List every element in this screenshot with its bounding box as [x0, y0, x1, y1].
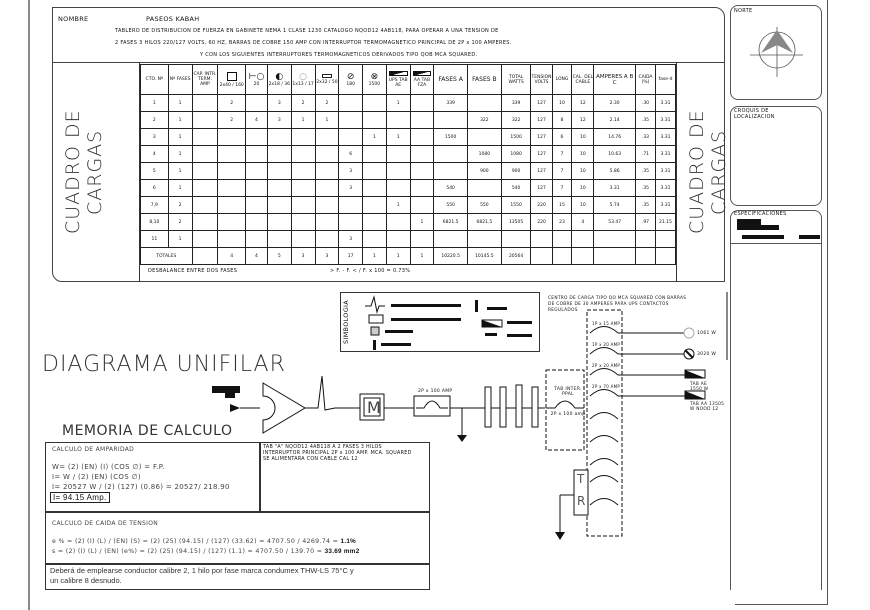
frame-left-border [28, 0, 30, 610]
switch-symbol-icon [475, 300, 478, 312]
rect-lamp-icon [322, 74, 332, 78]
col-header: fase-d [655, 65, 675, 95]
branch-breaker-2: 1P x 20 AMP [592, 342, 621, 347]
col-header: TOTAL WATTS [501, 65, 531, 95]
totals-row: TOTALES 4 4 5 3 3 17 1 1 1 10220.5 10145.5 20564 [141, 248, 676, 265]
col-header-wall-lamp: ⊢○ 20 [246, 65, 268, 95]
branch-breaker-1: 1P x 15 AMP [592, 321, 621, 326]
ground-icon-2 [555, 532, 565, 540]
spec-redaction-2 [737, 225, 779, 230]
col-header: CTO. Nº [141, 65, 169, 95]
amparidad-result: I= 94.15 Amp. [50, 492, 110, 503]
formula-2: I= W / (2) (EN) (COS ∅) [52, 473, 141, 481]
col-header-outlet: ⊘ 180 [339, 65, 363, 95]
totals-label: TOTALES [141, 248, 193, 265]
service-drop-icon [313, 376, 360, 410]
breaker-symbol-icon [369, 315, 383, 323]
cable-label-1 [485, 387, 491, 427]
caida-result-1: 1.1% [340, 538, 357, 545]
branch-load-2: 3020 W [697, 352, 717, 357]
special-outlet-icon: ⊗ [370, 72, 379, 82]
col-header-ups: UPS TAB AE [386, 65, 410, 95]
branch-load-1: 1061 W [697, 331, 717, 336]
spec-redaction-3 [742, 235, 784, 239]
header-line-3: Y CON LOS SIGUIENTES INTERRUPTORES TERMOMAGNETICOS DERIVADOS TIPO QOB MCA SQUARED. [200, 52, 478, 58]
col-header: CAL. DEL CABLE [572, 65, 594, 95]
transformer-r-label: R [577, 494, 586, 508]
cable-label-3 [516, 385, 522, 427]
croquis-box [730, 106, 822, 206]
header-divider [52, 62, 725, 63]
table-row: 1 1 2 3 2 2 1 339 339 127 10 12 2.30 .30 3.31 [141, 95, 676, 112]
wall-lamp-icon: ⊢○ [248, 72, 265, 82]
branch-breaker-3: 2P x 20 AMP [592, 363, 621, 368]
ground-icon [457, 435, 467, 442]
spec-redaction-4 [799, 235, 820, 239]
side-label-left: CUADRO DE CARGAS [62, 109, 106, 235]
col-header: Nº FASES [168, 65, 192, 95]
col-header: FASES B [468, 65, 502, 95]
norte-label: NORTE [734, 8, 753, 14]
amparidad-title: CALCULO DE AMPARIDAD [52, 446, 135, 453]
tab-note-2: INTERRUPTOR PRINCIPAL 2P x 100 AMP. MCA. SQUARED [263, 451, 412, 456]
col-header-rect-lamp: 2x32 / 50 [315, 65, 339, 95]
panel-aa-icon [413, 71, 432, 76]
nota-line-2: un calibre 8 desnudo. [50, 576, 122, 585]
load-table [140, 64, 676, 265]
main-breaker-label: 2P x 100 AMP [418, 389, 453, 394]
tab-breaker-label: 2P x 100 amp [550, 412, 586, 417]
col-header: AMPERES A B C [594, 65, 636, 95]
transformer-t-label: T [577, 472, 585, 486]
tab-label: TAB INTER. PPAL [554, 387, 582, 397]
north-arrow-icon [745, 15, 805, 95]
col-header: CAP. INTR. TERM. AMP [192, 65, 218, 95]
transformer-symbol-icon [371, 327, 379, 335]
header-line-1: TABLERO DE DISTRIBUCION DE FUERZA EN GABINETE NEMA 1 CLASE 1230 CATALOGO NQOD12 4AB118, PARA OPERAR A UNA TENSION DE [115, 28, 499, 34]
simbologia-symbols [365, 295, 540, 350]
round-lamp-icon: ○ [299, 72, 308, 82]
frame-right-border [827, 0, 828, 605]
nombre-label: NOMBRE [58, 15, 89, 23]
col-header: CAIDA (%) [636, 65, 656, 95]
table-row: 11 1 3 [141, 231, 676, 248]
spec-divider [731, 243, 821, 244]
diagrama-unifilar-title: DIAGRAMA UNIFILAR [42, 352, 286, 377]
table-row: 2 1 2 4 3 1 1 322 322 127 8 12 2.14 .35 3.31 [141, 112, 676, 129]
centro-carga-note: CENTRO DE CARGA TIPO QO MCA SQUARED CON BARRAS DE COBRE DE 30 AMPERES PARA UPS CONTACTOS REGULADOS [548, 296, 687, 313]
formula-3: I= 20527 W / (2) (127) (0.86) = 20527/ 218.90 [52, 483, 230, 491]
desbalance-value: > F. - F. < / F. x 100 = 0.73% [330, 268, 411, 274]
outlet-icon: ⊘ [346, 72, 355, 82]
col-header-half-lamp: ◐ 2x18 / 36 [267, 65, 291, 95]
caida-result-2: 33.69 mm2 [324, 548, 360, 555]
col-header-fluorescent: 2x40 / 160 [218, 65, 246, 95]
lamp-load-icon [684, 328, 694, 338]
arrow-icon [230, 404, 240, 412]
col-header-special-outlet: ⊗ 1500 [363, 65, 387, 95]
branch-breaker-4: 2P x 70 AMP [592, 384, 621, 389]
meter-symbol-icon [365, 297, 385, 312]
half-lamp-icon: ◐ [275, 72, 284, 82]
branch-load-3: TAB AE 1550 W [690, 382, 709, 392]
fluorescent-lamp-icon [227, 72, 237, 81]
tab-note-3: SE ALIMENTARA CON CABLE CAL 12 [263, 457, 358, 462]
col-header: FASES A [434, 65, 468, 95]
table-row: 7,9 2 1 550 550 1550 220 15 10 5.74 .35 3.31 [141, 197, 676, 214]
header-line-2: 2 FASES 3 HILOS 220/127 VOLTS, 60 HZ, BARRAS DE COBRE 150 AMP CON INTERRUPTOR TERMOMAGNETICO PRINCIPAL DE 2P x 100 AMPERES. [115, 40, 512, 46]
col-header-dim-lamp: ○ 1x13 / 17 [291, 65, 315, 95]
meter-label: M [367, 398, 381, 417]
especificaciones-label: ESPECIFICACIONES [734, 211, 787, 217]
tab-note-1: TAB "A" NQOD12 4AB118 A 2 FASES 3 HILOS [263, 445, 382, 450]
col-header: LONG [552, 65, 572, 95]
caida-formula-2: s = (2) (I) (L) / (EN) (e%) = (2) (25) (94.15) / (127) (1.1) = 4707.50 / 139.70 = 33.69 mm2 [52, 548, 360, 555]
side-label-right: CUADRO DE CARGAS [686, 109, 730, 235]
croquis-label: CROQUIS DE LOCALIZACION [734, 108, 775, 120]
frame-bottom-border [735, 604, 827, 605]
table-row: 6 1 3 540 540 127 7 10 3.31 .35 3.31 [141, 180, 676, 197]
main-breaker-icon [414, 396, 450, 416]
table-row: 8,10 2 1 6821.5 6821.5 13505 220 23 4 53.47 .97 21.15 [141, 214, 676, 231]
table-header-row [141, 65, 676, 95]
desbalance-label: DESBALANCE ENTRE DOS FASES [148, 268, 238, 274]
cable-label-4 [532, 387, 538, 427]
table-row: 5 1 3 900 900 127 7 10 5.86 .35 3.31 [141, 163, 676, 180]
table-row: 4 1 6 1080 1080 127 7 10 10.63 .71 3.31 [141, 146, 676, 163]
col-header: TENSION VOLTS [531, 65, 552, 95]
tab-interruptor-principal-box [546, 370, 584, 450]
caida-formula-1: e % = (2) (I) (L) / (EN) (S) = (2) (25) (94.15) / (127) (33.62) = 4707.50 / 4269.74 = 1.1% [52, 538, 357, 545]
caida-title: CALCULO DE CAIDA DE TENSION [52, 520, 159, 527]
cable-label-2 [500, 387, 506, 427]
panel-ups-icon [389, 71, 408, 76]
utility-source-icon [263, 383, 305, 433]
col-header-aa: AA TAB FZA [410, 65, 434, 95]
nombre-value: PASEOS KABAH [146, 15, 200, 23]
table-row: 3 1 1 1 1500 1500 127 6 10 14.76 .33 3.31 [141, 129, 676, 146]
ground-symbol-icon [373, 340, 376, 350]
formula-1: W= (2) (EN) (I) (COS ∅) = F.P. [52, 463, 165, 471]
simbologia-label: SIMBOLOGIA [342, 299, 350, 345]
branch-load-4: TAB AA 13505 W NOOD 12 [690, 402, 725, 412]
memoria-title: MEMORIA DE CALCULO [62, 423, 233, 439]
nota-line-1: Deberá de emplearse conductor calibre 2, 1 hilo por fase marca condumex THW-LS 75°C y [50, 566, 354, 575]
